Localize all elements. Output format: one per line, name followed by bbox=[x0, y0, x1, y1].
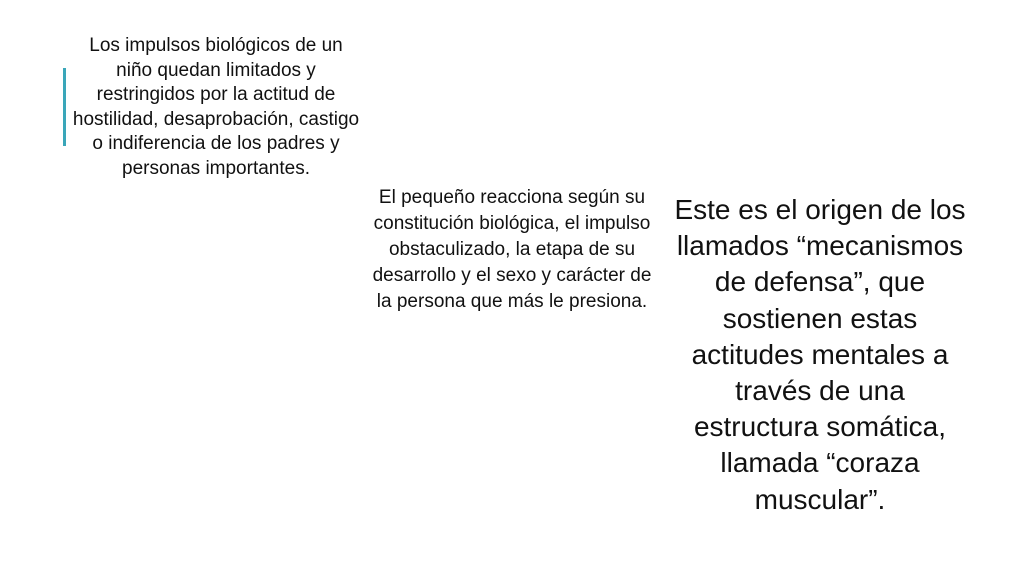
text-block-1: Los impulsos biológicos de un niño quedan limitados y restringidos por la actitud de hostilidad, desaprobación, castigo o indiferencia de los padres y personas importantes. bbox=[72, 35, 360, 179]
text-block-2: El pequeño reacciona según su constitución biológica, el impulso obstaculizado, la etapa de su desarrollo y el sexo y carácter de la persona que más le presiona. bbox=[372, 187, 652, 312]
accent-bar bbox=[63, 68, 66, 146]
text-block-3: Este es el origen de los llamados “mecanismos de defensa”, que sostienen estas actitudes mentales a través de una estructura somática, llamada “coraza muscular”. bbox=[674, 194, 966, 515]
